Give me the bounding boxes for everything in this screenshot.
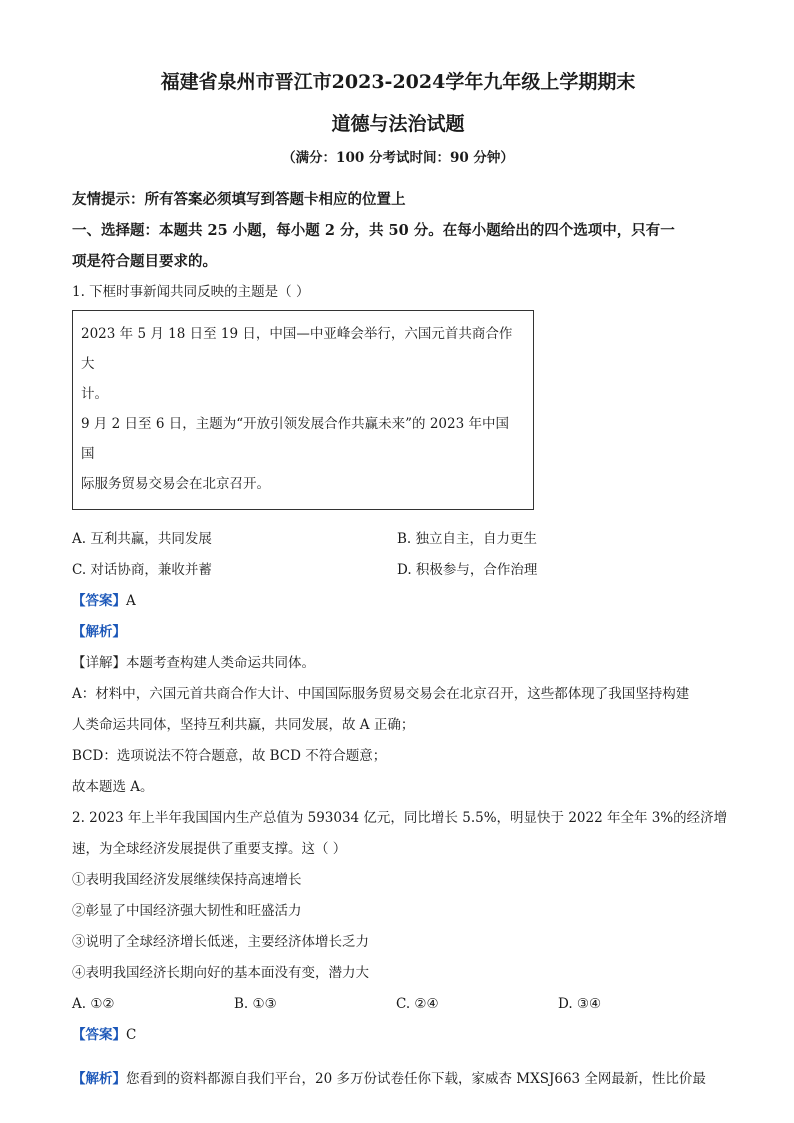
q1-news-box — [72, 310, 534, 510]
q1-box-line: 计。 — [81, 385, 108, 402]
q1-options — [72, 524, 724, 586]
exam-info: （满分：100 分考试时间：90 分钟） — [282, 150, 514, 166]
q1-detail-text: 本题考查构建人类命运共同体。 — [126, 654, 315, 671]
q2-option-d: D. ③④ — [558, 995, 602, 1012]
q1-option-c: C. 对话协商，兼收并蓄 — [72, 561, 212, 578]
document-page — [72, 64, 728, 1109]
document-title-line2: 道德与法治试题 — [331, 113, 465, 135]
q1-stem: 1. 下框时事新闻共同反映的主题是（ ） — [72, 283, 310, 300]
q1-detail — [72, 648, 724, 679]
q2-statement: ④表明我国经济长期向好的基本面没有变，潜力大 — [72, 964, 369, 981]
notice-text: 友情提示：所有答案必须填写到答题卡相应的位置上 — [72, 190, 406, 208]
detail-tag: 【详解】 — [72, 654, 126, 671]
q2-option-c: C. ②④ — [396, 995, 439, 1012]
q1-explanation-line: BCD：选项说法不符合题意，故 BCD 不符合题意； — [72, 747, 387, 764]
q2-stem-line: 2. 2023 年上半年我国国内生产总值为 593034 亿元，同比增长 5.5%，明显快于 2022 年全年 3%的经济增 — [72, 809, 728, 826]
q2-analysis — [72, 1064, 724, 1095]
q1-analysis — [72, 617, 724, 648]
q2-statement: ②彰显了中国经济强大韧性和旺盛活力 — [72, 902, 302, 919]
q2-statement: ①表明我国经济发展继续保持高速增长 — [72, 871, 302, 888]
q1-explanation-line: 故本题选 A。 — [72, 778, 154, 795]
q2-statement: ③说明了全球经济增长低迷，主要经济体增长乏力 — [72, 933, 369, 950]
q2-answer-value: C — [126, 1026, 137, 1043]
q1-answer-value: A — [126, 592, 136, 609]
q1-option-b: B. 独立自主，自力更生 — [397, 530, 538, 547]
q1-box-line: 际服务贸易交易会在北京召开。 — [81, 475, 270, 492]
q2-options — [72, 989, 724, 1020]
answer-tag: 【答案】 — [72, 1026, 126, 1043]
q1-box-line: 2023 年 5 月 18 日至 19 日，中国—中亚峰会举行，六国元首共商合作大 — [81, 325, 513, 372]
q1-explanation-line: A：材料中，六国元首共商合作大计、中国国际服务贸易交易会在北京召开，这些都体现了我国坚持构建 — [72, 685, 690, 702]
q1-option-a: A. 互利共赢，共同发展 — [72, 530, 212, 547]
q2-option-a: A. ①② — [72, 995, 115, 1012]
answer-tag: 【答案】 — [72, 592, 126, 609]
document-title-line1: 福建省泉州市晋江市2023-2024学年九年级上学期期末 — [160, 71, 636, 93]
section1-heading-line1: 一、选择题：本题共 25 小题，每小题 2 分，共 50 分。在每小题给出的四个选项中，只有一 — [72, 221, 675, 239]
q1-answer — [72, 586, 724, 617]
q1-box-line: 9 月 2 日至 6 日，主题为“开放引领发展合作共赢未来”的 2023 年中国国 — [81, 415, 509, 462]
q1-explanation-line: 人类命运共同体，坚持互利共赢，共同发展，故 A 正确； — [72, 716, 415, 733]
q2-stem-line: 速，为全球经济发展提供了重要支撑。这（ ） — [72, 840, 347, 857]
analysis-tag: 【解析】 — [72, 623, 126, 640]
q1-option-d: D. 积极参与，合作治理 — [397, 561, 538, 578]
analysis-tag: 【解析】 — [72, 1071, 126, 1087]
promo-text: 您看到的资料都源自我们平台，20 多万份试卷任你下载，家威杏 MXSJ663 全网最新，性比价最 — [126, 1071, 706, 1087]
section1-heading-line2: 项是符合题目要求的。 — [72, 252, 217, 270]
q2-option-b: B. ①③ — [234, 995, 277, 1012]
q2-answer — [72, 1020, 724, 1051]
